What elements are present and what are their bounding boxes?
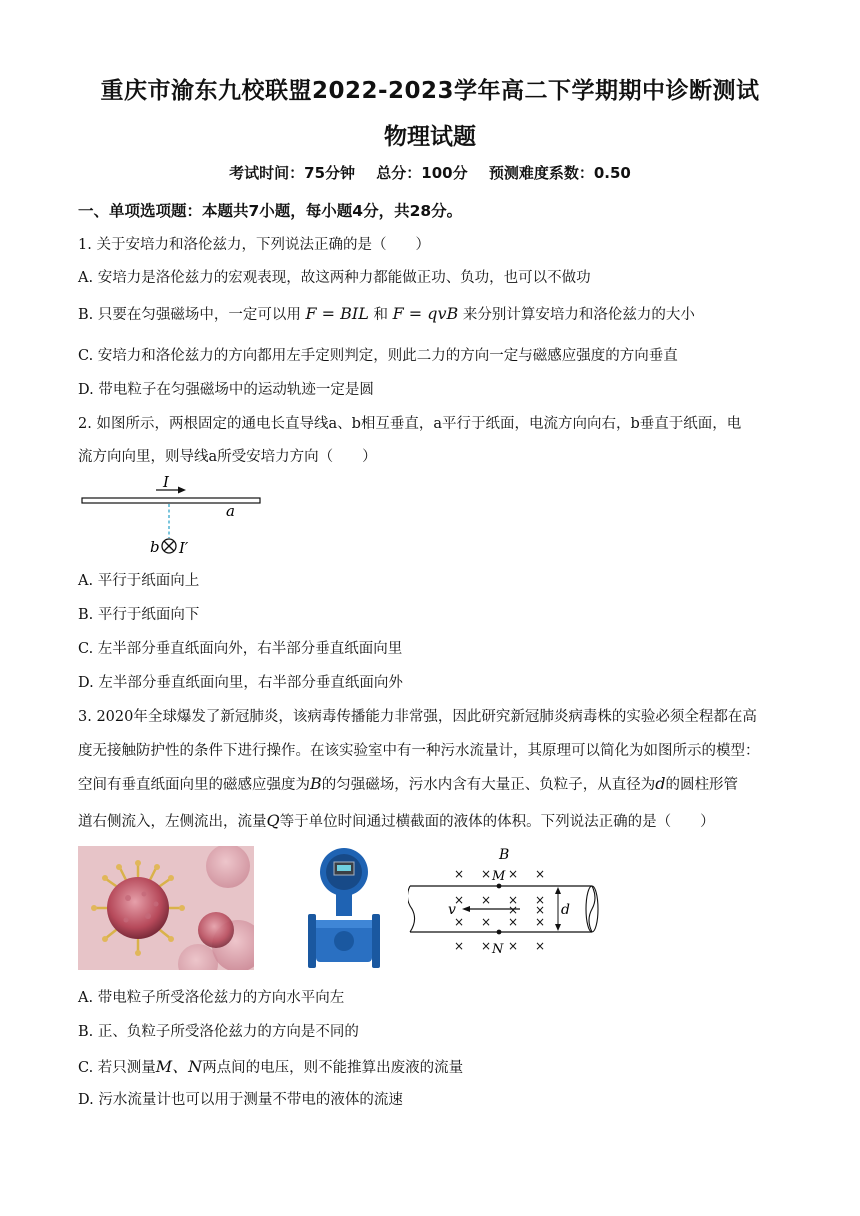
point-N (497, 930, 502, 935)
q1-b-mid: 和 (373, 307, 388, 323)
q1-option-b (78, 303, 695, 324)
q3-line4-post: 等于单位时间通过横截面的液体的体积。下列说法正确的是（ ） (279, 814, 715, 830)
q3-line3-mid: 的匀强磁场，污水内含有大量正、负粒子，从直径为 (321, 777, 656, 793)
svg-text:×: × (535, 903, 546, 917)
q1-option-a: A. 安培力是洛伦兹力的宏观表现，故这两种力都能做正功、负功，也可以不做功 (78, 270, 591, 286)
section-heading: 一、单项选项题：本题共7小题，每小题4分，共28分。 (78, 202, 463, 220)
pipe-field-diagram (408, 846, 688, 970)
q3-option-b: B. 正、负粒子所受洛伦兹力的方向是不同的 (78, 1024, 359, 1040)
q3-line3-pre: 空间有垂直纸面向里的磁感应强度为 (78, 777, 310, 793)
svg-text:×: × (535, 893, 546, 907)
exam-meta (0, 162, 860, 183)
q1-option-c: C. 安培力和洛伦兹力的方向都用左手定则判定，则此二力的方向一定与磁感应强度的方向垂直 (78, 348, 678, 364)
svg-text:×: × (508, 893, 519, 907)
pipe-left-break (408, 886, 415, 932)
q3-line3-d: d (655, 774, 666, 793)
q3-line4-pre: 道右侧流入，左侧流出，流量 (78, 814, 267, 830)
q3-option-a: A. 带电粒子所受洛伦兹力的方向水平向左 (78, 990, 345, 1006)
q1-b-pre: B. 只要在匀强磁场中，一定可以用 (78, 307, 301, 323)
label-I-prime: I′ (179, 539, 189, 557)
q2-stem-line2: 流方向向里，则导线a所受安培力方向（ ） (78, 449, 377, 465)
difficulty: 预测难度系数：0.50 (488, 164, 631, 182)
q1-b-formula-1: F = BIL (305, 304, 369, 323)
q3-c-MN: M、N (155, 1057, 203, 1076)
q2-option-d: D. 左半部分垂直纸面向里，右半部分垂直纸面向外 (78, 675, 403, 691)
svg-text:×: × (508, 867, 519, 881)
q1-b-post: 来分别计算安培力和洛伦兹力的大小 (462, 307, 695, 323)
q3-option-c (78, 1054, 463, 1077)
label-a: a (226, 502, 235, 520)
q3-line4-Q: Q (266, 811, 280, 830)
q3-stem-line4 (78, 810, 715, 831)
arrowhead-icon (178, 487, 186, 494)
q3-c-post: 两点间的电压，则不能推算出废液的流量 (202, 1060, 464, 1076)
svg-text:×: × (481, 939, 492, 953)
q3-stem-line1: 3. 2020年全球爆发了新冠肺炎，该病毒传播能力非常强，因此研究新冠肺炎病毒株的实验必须全程都在高 (78, 709, 757, 725)
fig-label-d: d (561, 902, 570, 918)
exam-title: 重庆市渝东九校联盟2022-2023学年高二下学期期中诊断测试 (100, 78, 760, 104)
fig-label-v: v (448, 902, 456, 918)
exam-subtitle: 物理试题 (384, 124, 476, 150)
svg-text:×: × (535, 915, 546, 929)
q1-b-formula-2: F = qvB (392, 304, 459, 323)
total-score: 总分：100分 (376, 164, 468, 182)
exam-time: 考试时间：75分钟 (229, 164, 356, 182)
label-I: I (163, 474, 169, 491)
q2-option-c: C. 左半部分垂直纸面向外，右半部分垂直纸面向里 (78, 641, 403, 657)
svg-text:×: × (454, 867, 465, 881)
svg-text:×: × (535, 939, 546, 953)
q3-stem-line3 (78, 773, 738, 794)
q2-option-b: B. 平行于纸面向下 (78, 607, 200, 623)
q3-option-d: D. 污水流量计也可以用于测量不带电的液体的流速 (78, 1092, 403, 1108)
svg-text:×: × (481, 893, 492, 907)
flow-meter-photo (296, 846, 392, 970)
q1-option-d: D. 带电粒子在匀强磁场中的运动轨迹一定是圆 (78, 382, 374, 398)
svg-text:×: × (481, 915, 492, 929)
point-M (497, 884, 502, 889)
q1-stem: 1. 关于安培力和洛伦兹力，下列说法正确的是（ ） (78, 237, 430, 253)
fig-label-M: M (492, 869, 506, 884)
svg-text:×: × (508, 903, 519, 917)
q3-line3-B: B (310, 774, 322, 793)
fig-label-N: N (492, 942, 504, 957)
svg-text:×: × (454, 915, 465, 929)
q3-line3-post: 的圆柱形管 (665, 777, 739, 793)
svg-text:×: × (508, 915, 519, 929)
q2-wire-diagram (78, 474, 268, 560)
svg-text:×: × (454, 893, 465, 907)
svg-text:×: × (454, 939, 465, 953)
q3-c-pre: C. 若只测量 (78, 1060, 156, 1076)
svg-text:×: × (535, 867, 546, 881)
svg-text:×: × (481, 867, 492, 881)
fig-label-B: B (499, 847, 510, 863)
q3-stem-line2: 度无接触防护性的条件下进行操作。在该实验室中有一种污水流量计，其原理可以简化为如图所示的模型： (78, 743, 760, 759)
virus-photo (78, 846, 254, 970)
label-b: b (150, 538, 160, 556)
q2-option-a: A. 平行于纸面向上 (78, 573, 200, 589)
svg-text:×: × (508, 939, 519, 953)
q2-stem-line1: 2. 如图所示，两根固定的通电长直导线a、b相互垂直，a平行于纸面，电流方向向右，b垂直于纸面，电 (78, 416, 742, 432)
